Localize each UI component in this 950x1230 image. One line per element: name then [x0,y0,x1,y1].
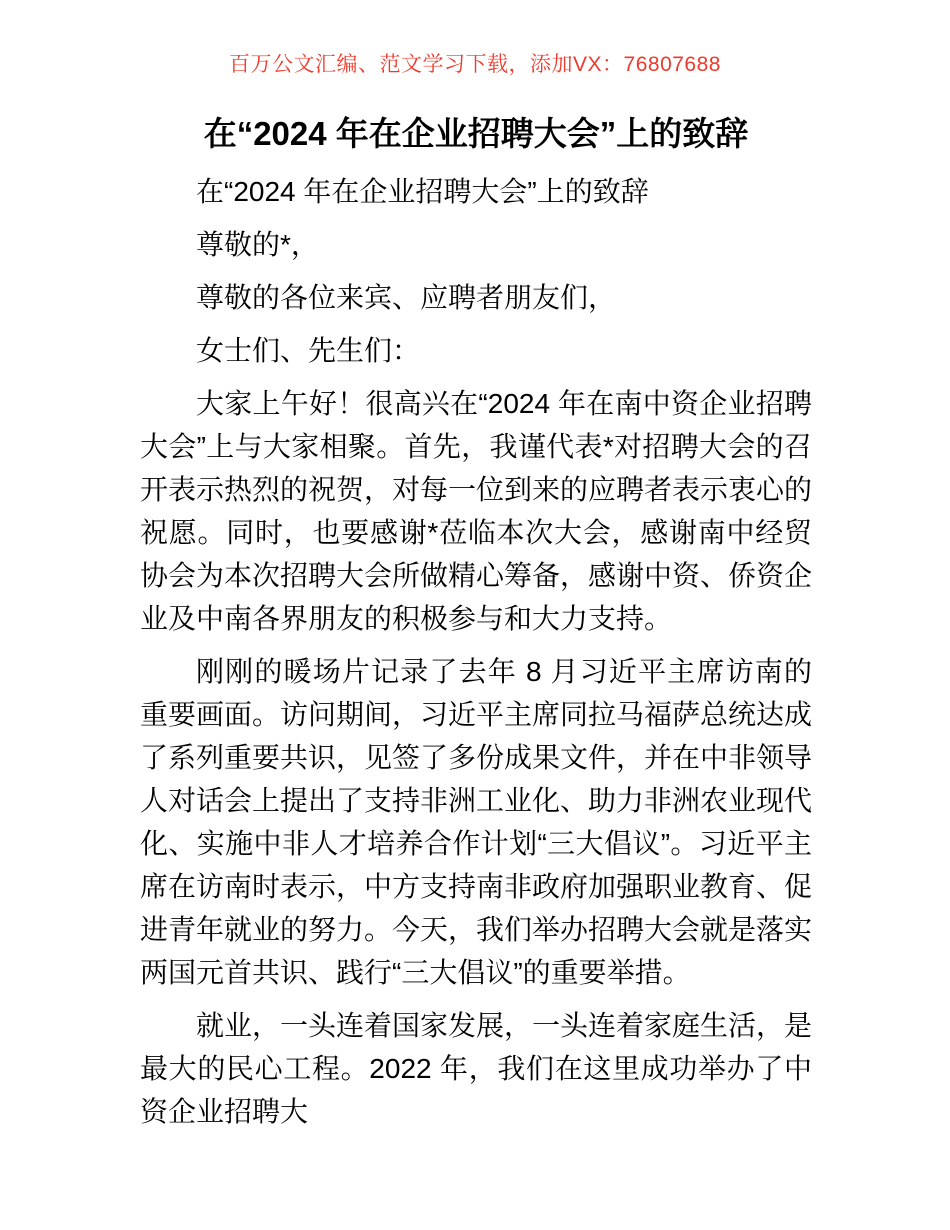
document-title: 在“2024 年在企业招聘大会”上的致辞 [203,115,749,152]
paragraph: 尊敬的各位来宾、应聘者朋友们， [196,282,617,313]
promo-header-text: 百万公文汇编、范文学习下载，添加VX：76807688 [229,53,721,76]
paragraph: 在“2024 年在企业招聘大会”上的致辞 [196,176,649,207]
paragraph: 刚刚的暖场片记录了去年 8 月习近平主席访南的重要画面。访问期间，习近平主席同拉马福萨总统达成了系列重要共识，见签了多份成果文件，并在中非领导人对话会上提出了支持非洲工业化、助力非洲农业现代化、实施中非人才培养合作计划“三大倡议”。习近平主席在访南时表示，中方支持南非政府加强职业教育、促进青年就业的努力。今天，我们举办招聘大会就是落实两国元首共识、践行“三大倡议”的重要举措。 [140,656,813,988]
paragraph: 大家上午好！很高兴在“2024 年在南中资企业招聘大会”上与大家相聚。首先，我谨代表*对招聘大会的召开表示热烈的祝贺，对每一位到来的应聘者表示衷心的祝愿。同时，也要感谢*莅临本次大会，感谢南中经贸协会为本次招聘大会所做精心筹备，感谢中资、侨资企业及中南各界朋友的积极参与和大力支持。 [140,388,813,634]
paragraph: 尊敬的*， [196,229,319,260]
document-body [140,170,812,1133]
paragraph: 女士们、先生们： [196,335,421,366]
paragraph: 就业，一头连着国家发展，一头连着家庭生活，是最大的民心工程。2022 年，我们在这里成功举办了中资企业招聘大 [140,1010,813,1127]
document-content [0,114,950,1133]
